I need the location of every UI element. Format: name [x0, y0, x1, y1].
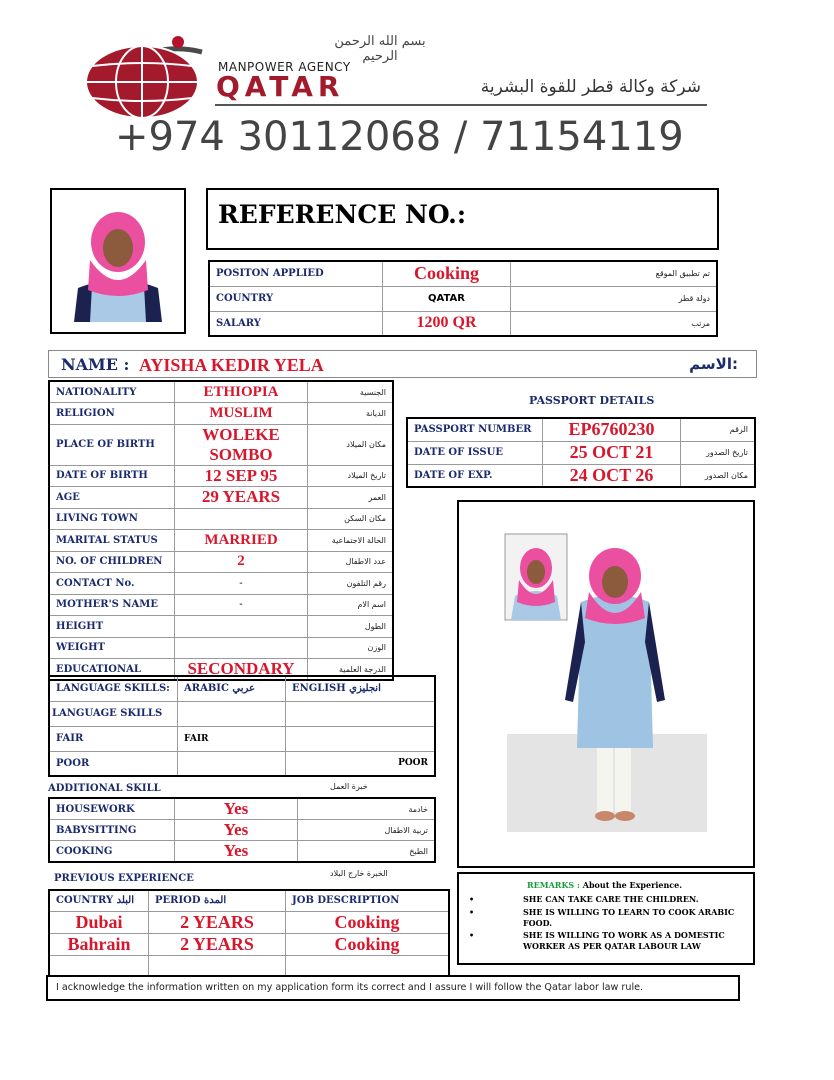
- name-arabic: الاسم:: [689, 355, 738, 373]
- language-header-label: LANGUAGE SKILLS:: [49, 676, 178, 701]
- remarks-box: REMARKS : About the Experience. • SHE CAN TAKE CARE THE CHILDREN. • SHE IS WILLING TO LEARN TO COOK ARABIC FOOD. • SHE IS WILLING TO WORK AS A DOMESTIC WORKER AS PER QATAR LABOUR LAW: [457, 872, 755, 965]
- country-value: QATAR: [383, 286, 511, 311]
- cooking-arabic: الطبخ: [298, 841, 436, 863]
- salary-value: 1200 QR: [383, 311, 511, 336]
- table-row: [209, 261, 717, 286]
- expiry-date-label: DATE OF EXP.: [407, 464, 543, 487]
- agency-logo: [82, 32, 212, 124]
- cooking-label: COOKING: [49, 841, 175, 863]
- passport-title: PASSPORT DETAILS: [529, 394, 655, 407]
- personal-label: AGE: [49, 487, 175, 509]
- personal-arabic: الجنسية: [308, 381, 394, 403]
- table-row: [49, 841, 435, 863]
- experience-period-header: PERIOD المدة: [149, 890, 286, 911]
- language-skills-subheader: LANGUAGE SKILLS: [49, 701, 178, 726]
- personal-arabic: مكان الميلاد: [308, 424, 394, 465]
- applicant-photo-small: [50, 188, 186, 334]
- table-row: [49, 424, 393, 465]
- passport-number-value: EP6760230: [543, 418, 681, 441]
- personal-label: NATIONALITY: [49, 381, 175, 403]
- empty-cell: [178, 751, 286, 776]
- experience-period-value: 2 YEARS: [149, 933, 286, 955]
- table-row: [49, 573, 393, 595]
- babysitting-value: Yes: [175, 820, 298, 841]
- personal-arabic: عدد الاطفال: [308, 551, 394, 573]
- table-row: [49, 726, 435, 751]
- personal-value: SECONDARY: [175, 659, 308, 681]
- table-row: [49, 551, 393, 573]
- personal-value: 29 YEARS: [175, 487, 308, 509]
- table-row: [49, 637, 393, 659]
- issue-date-arabic: تاريخ الصدور: [681, 441, 756, 464]
- position-label: POSITON APPLIED: [209, 261, 383, 286]
- personal-label: CONTACT No.: [49, 573, 175, 595]
- language-english-header: ENGLISH انجليزي: [286, 676, 436, 701]
- remarks-title-rest: About the Experience.: [582, 880, 683, 890]
- passport-number-label: PASSPORT NUMBER: [407, 418, 543, 441]
- reference-label: REFERENCE NO.:: [218, 200, 467, 229]
- position-arabic: تم تطبيق الموقع: [511, 261, 718, 286]
- personal-label: RELIGION: [49, 403, 175, 425]
- personal-label: HEIGHT: [49, 616, 175, 638]
- empty-cell: [286, 726, 436, 751]
- salary-arabic: مرتب: [511, 311, 718, 336]
- personal-arabic: اسم الام: [308, 594, 394, 616]
- expiry-date-arabic: مكان الصدور: [681, 464, 756, 487]
- acknowledgement-text: I acknowledge the information written on my application form its correct and I assure I will follow the Qatar labor law rule.: [56, 982, 644, 993]
- personal-arabic: الحالة الاجتماعية: [308, 530, 394, 552]
- table-row: [49, 676, 435, 701]
- table-row: [49, 403, 393, 425]
- language-arabic-header: ARABIC عربي: [178, 676, 286, 701]
- table-row: [49, 381, 393, 403]
- table-row: [49, 798, 435, 820]
- poor-label: POOR: [49, 751, 178, 776]
- name-box: [48, 350, 757, 378]
- name-value: AYISHA KEDIR YELA: [139, 355, 324, 375]
- table-row: [407, 418, 755, 441]
- agency-name-big: QATAR: [216, 70, 345, 103]
- experience-title: PREVIOUS EXPERIENCE: [54, 873, 194, 884]
- personal-arabic: الديانة: [308, 403, 394, 425]
- language-skills-table: [48, 675, 436, 777]
- reference-box: [206, 188, 719, 250]
- personal-label: MOTHER'S NAME: [49, 594, 175, 616]
- babysitting-arabic: تربية الاطفال: [298, 820, 436, 841]
- empty-cell: [149, 955, 286, 976]
- country-arabic: دولة قطر: [511, 286, 718, 311]
- issue-date-value: 25 OCT 21: [543, 441, 681, 464]
- issue-date-label: DATE OF ISSUE: [407, 441, 543, 464]
- table-row: [49, 820, 435, 841]
- personal-label: NO. OF CHILDREN: [49, 551, 175, 573]
- personal-arabic: الدرجة العلمية: [308, 659, 394, 681]
- table-row: [407, 441, 755, 464]
- table-row: [49, 933, 449, 955]
- table-row: [49, 890, 449, 911]
- empty-cell: [286, 955, 450, 976]
- experience-job-value: Cooking: [286, 933, 450, 955]
- empty-cell: [178, 701, 286, 726]
- bismillah-calligraphy: بسم الله الرحمن الرحيم: [334, 34, 426, 64]
- country-label: COUNTRY: [209, 286, 383, 311]
- cooking-value: Yes: [175, 841, 298, 863]
- personal-arabic: الطول: [308, 616, 394, 638]
- babysitting-label: BABYSITTING: [49, 820, 175, 841]
- personal-value: -: [175, 594, 308, 616]
- phone-numbers: +974 30112068 / 71154119: [115, 114, 684, 160]
- table-row: [49, 508, 393, 530]
- personal-value: MUSLIM: [175, 403, 308, 425]
- experience-country-value: Bahrain: [49, 933, 149, 955]
- housework-arabic: خادمة: [298, 798, 436, 820]
- personal-arabic: مكان السكن: [308, 508, 394, 530]
- additional-skill-arabic: خبرة العمل: [330, 782, 368, 791]
- table-row: [49, 911, 449, 933]
- table-row: [209, 311, 717, 336]
- name-label: NAME :: [61, 355, 130, 374]
- table-row: [49, 487, 393, 509]
- empty-cell: [49, 955, 149, 976]
- position-value: Cooking: [383, 261, 511, 286]
- personal-arabic: الوزن: [308, 637, 394, 659]
- housework-value: Yes: [175, 798, 298, 820]
- header-underline: [215, 104, 707, 106]
- experience-country-header: COUNTRY البلد: [49, 890, 149, 911]
- additional-skills-table: [48, 797, 436, 863]
- experience-table: [48, 889, 450, 977]
- position-table: [208, 260, 718, 337]
- passport-number-arabic: الرقم: [681, 418, 756, 441]
- salary-label: SALARY: [209, 311, 383, 336]
- table-row: [209, 286, 717, 311]
- experience-period-value: 2 YEARS: [149, 911, 286, 933]
- personal-value: 2: [175, 551, 308, 573]
- table-row: [49, 616, 393, 638]
- personal-value: WOLEKE SOMBO: [175, 424, 308, 465]
- agency-name-arabic: شركة وكالة قطر للقوة البشرية: [480, 77, 701, 97]
- personal-arabic: تاريخ الميلاد: [308, 465, 394, 487]
- personal-value: [175, 508, 308, 530]
- personal-value: -: [175, 573, 308, 595]
- applicant-photo-full: [457, 500, 755, 868]
- table-row: [49, 701, 435, 726]
- personal-arabic: رقم التلفون: [308, 573, 394, 595]
- passport-table: [406, 417, 756, 488]
- empty-cell: [286, 701, 436, 726]
- expiry-date-value: 24 OCT 26: [543, 464, 681, 487]
- personal-label: LIVING TOWN: [49, 508, 175, 530]
- fair-arabic-value: FAIR: [178, 726, 286, 751]
- additional-skill-title: ADDITIONAL SKILL: [48, 783, 161, 794]
- fair-label: FAIR: [49, 726, 178, 751]
- personal-value: 12 SEP 95: [175, 465, 308, 487]
- table-row: [49, 751, 435, 776]
- personal-value: ETHIOPIA: [175, 381, 308, 403]
- table-row: [49, 465, 393, 487]
- personal-value: [175, 616, 308, 638]
- personal-arabic: العمر: [308, 487, 394, 509]
- personal-value: [175, 637, 308, 659]
- acknowledgement-box: [46, 975, 740, 1001]
- experience-arabic-title: الخبرة خارج البلاد: [330, 869, 388, 878]
- personal-label: EDUCATIONAL: [49, 659, 175, 681]
- remarks-title: REMARKS :: [527, 880, 580, 890]
- experience-job-header: JOB DESCRIPTION: [286, 890, 450, 911]
- personal-details-table: [48, 380, 394, 681]
- poor-english-value: POOR: [286, 751, 436, 776]
- housework-label: HOUSEWORK: [49, 798, 175, 820]
- table-row: [49, 594, 393, 616]
- personal-label: WEIGHT: [49, 637, 175, 659]
- table-row: [407, 464, 755, 487]
- personal-value: MARRIED: [175, 530, 308, 552]
- experience-country-value: Dubai: [49, 911, 149, 933]
- personal-label: PLACE OF BIRTH: [49, 424, 175, 465]
- table-row: [49, 955, 449, 976]
- personal-label: DATE OF BIRTH: [49, 465, 175, 487]
- agency-name-small: MANPOWER AGENCY: [218, 60, 351, 74]
- remarks-heading: [527, 880, 682, 890]
- personal-label: MARITAL STATUS: [49, 530, 175, 552]
- table-row: [49, 530, 393, 552]
- experience-job-value: Cooking: [286, 911, 450, 933]
